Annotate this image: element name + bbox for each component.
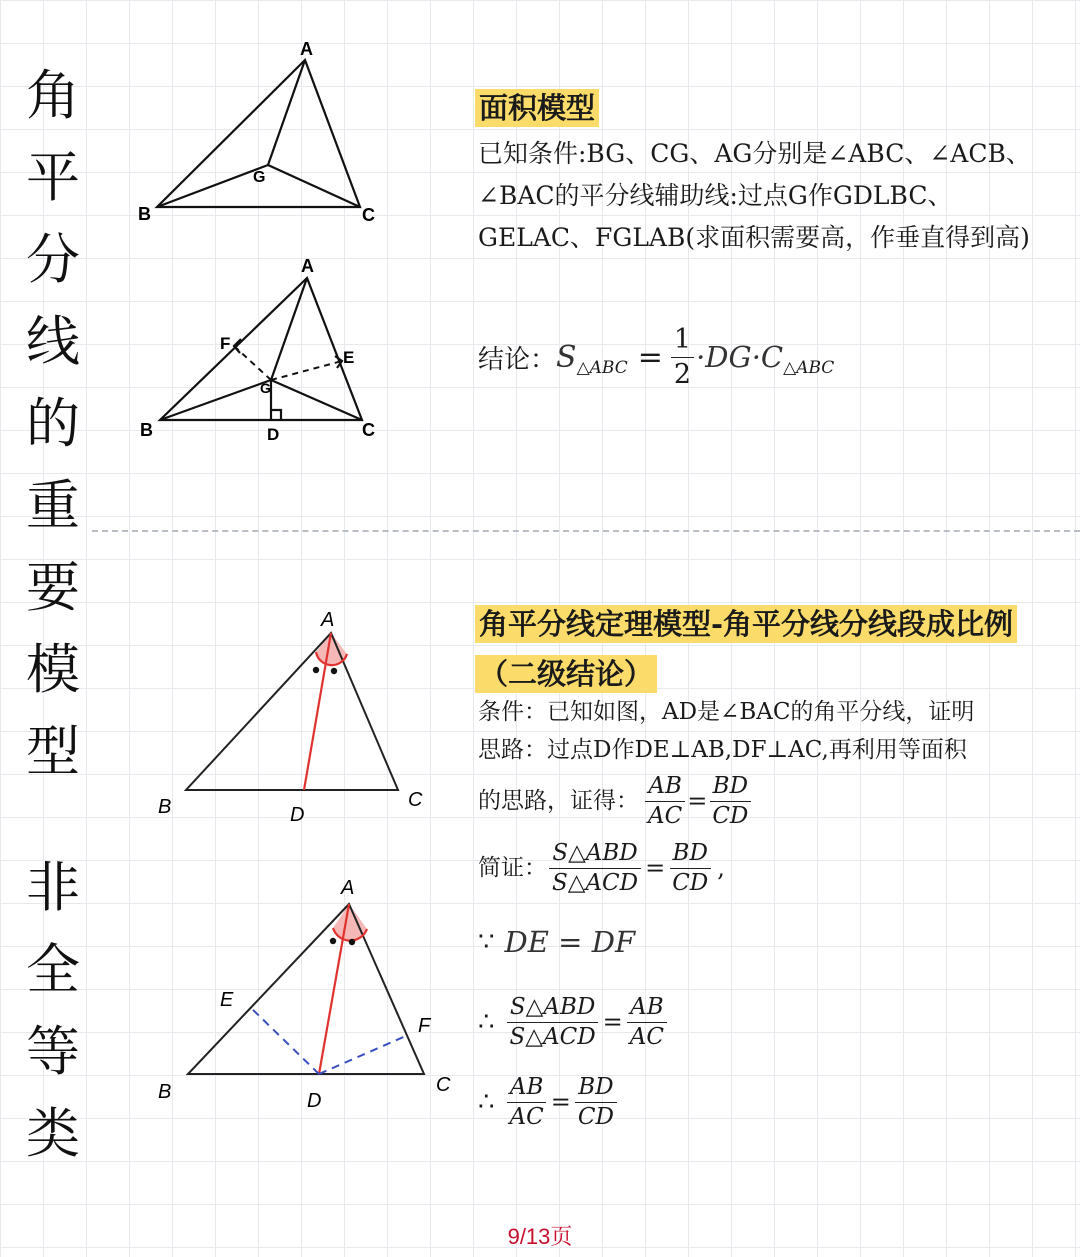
idea-line2-text: 的思路，证得： [478,788,639,814]
ratio4-eq: = [550,1088,571,1116]
label-D: D [307,1090,322,1112]
label-A: A [300,39,313,59]
section2-therefore2 [478,1066,619,1138]
angle-dot [331,668,337,674]
ratio4-left [507,1074,547,1130]
title-char: 要 [26,556,80,619]
label-F: F [418,1015,431,1037]
section2-idea-line2 [478,765,753,837]
dashed-perpendiculars [234,346,342,380]
ratio4-den-right: CD [577,1103,614,1130]
figure-angle-bisector [150,600,440,830]
label-G: G [253,169,266,186]
ratio2-num-left: S△ABD [549,840,640,868]
title-char: 模 [26,638,80,701]
title-char: 型 [26,720,80,783]
ratio1-left [645,773,685,829]
section1-body: 已知条件:BG、CG、AG分别是∠ABC、∠ACB、∠BAC的平分线辅助线:过点G作GDLBC、GELAC、FGLAB(求面积需要高，作垂直得到高) [478,139,1031,252]
ratio4-num-left: AB [507,1074,547,1102]
ratio3-right [627,994,667,1050]
ratio2-right [669,840,711,896]
figure-perpendicular-triangle [130,250,400,450]
section2-proof [478,832,725,904]
formula-rest: ·DG·C [696,340,784,374]
label-E: E [220,989,234,1011]
ratio1-den-right: CD [712,802,749,829]
ratio4-den-left: AC [509,1103,544,1130]
ratio1-num-left: AB [645,773,685,801]
title-char: 分 [26,228,80,291]
label-G: G [260,380,271,396]
triangle-edges [186,633,398,790]
formula-equals: = [637,339,663,375]
section2-heading: 角平分线定理模型-角平分线分线段成比例（二级结论） [475,602,1065,702]
ratio4-num-right: BD [575,1074,616,1102]
ratio3-den-left: S△ACD [509,1023,596,1050]
because-symbol: ∵ [478,927,495,957]
formula-half [671,324,694,389]
section-divider [92,530,1080,532]
ratio3-num-left: S△ABD [507,994,598,1022]
formula-s-sub: △ABC [576,358,628,378]
section2-therefore1 [478,986,669,1058]
ratio2-left [549,840,641,896]
label-B: B [140,420,153,440]
proof-label: 简证： [478,855,547,881]
label-F: F [220,334,231,353]
conclusion-label: 结论： [478,344,557,375]
therefore-symbol: ∴ [478,1007,495,1037]
ratio3-den-right: AC [629,1023,664,1050]
formula-rest-sub: △ABC [783,358,835,378]
ratio3-left [507,994,599,1050]
ratio2-num-right: BD [670,840,711,868]
half-num: 1 [671,324,694,357]
formula-s: S [556,339,577,375]
because-text: DE = DF [504,925,636,959]
label-A: A [301,256,314,276]
title-char: 等 [26,1020,80,1083]
ratio1-right [709,773,751,829]
title-char: 的 [26,392,80,455]
title-char: 平 [26,146,80,209]
page-indicator: 9/13页 [507,1224,573,1249]
angle-dot [313,667,319,673]
label-C: C [362,420,375,440]
title-char: 非 [26,856,80,919]
ratio1-num-right: BD [710,773,751,801]
therefore-symbol: ∴ [478,1087,495,1117]
ratio3-eq: = [602,1008,623,1036]
ratio2-eq: = [645,854,666,882]
ratio3-num-right: AB [627,994,667,1022]
label-C: C [436,1074,451,1096]
angle-dot [349,939,355,945]
label-B: B [138,204,151,224]
figure-bisector-perpendiculars [150,870,470,1120]
label-D: D [290,804,305,826]
ratio2-den-left: S△ACD [552,869,639,896]
title-char: 全 [26,938,80,1001]
section2-condition: 条件：已知如图，AD是∠BAC的角平分线，证明 [478,699,975,725]
ratio1-eq: = [687,787,708,815]
ratio4-right [575,1074,617,1130]
label-C: C [362,205,375,225]
title-char: 角 [26,64,80,127]
label-A: A [341,877,355,899]
title-char: 线 [26,310,80,373]
label-B: B [158,1081,172,1103]
figure-incenter-triangle [130,35,390,235]
label-B: B [158,796,172,818]
vertical-title [18,55,88,1175]
label-E: E [343,348,355,367]
label-A: A [321,609,335,631]
ratio1-den-left: AC [648,802,683,829]
ratio2-tail: , [717,854,725,882]
section1-conclusion [478,322,834,392]
ratio2-den-right: CD [672,869,709,896]
half-den: 2 [673,358,692,390]
section2-idea: 思路：过点D作DE⊥AB,DF⊥AC,再利用等面积 [478,737,967,763]
title-char: 类 [26,1102,80,1165]
angle-dot [330,938,336,944]
section2-because [478,918,635,966]
section1-heading: 面积模型 [475,86,599,130]
label-D: D [267,425,280,444]
triangle-edges [160,278,362,420]
label-C: C [408,789,423,811]
title-char: 重 [26,474,80,537]
